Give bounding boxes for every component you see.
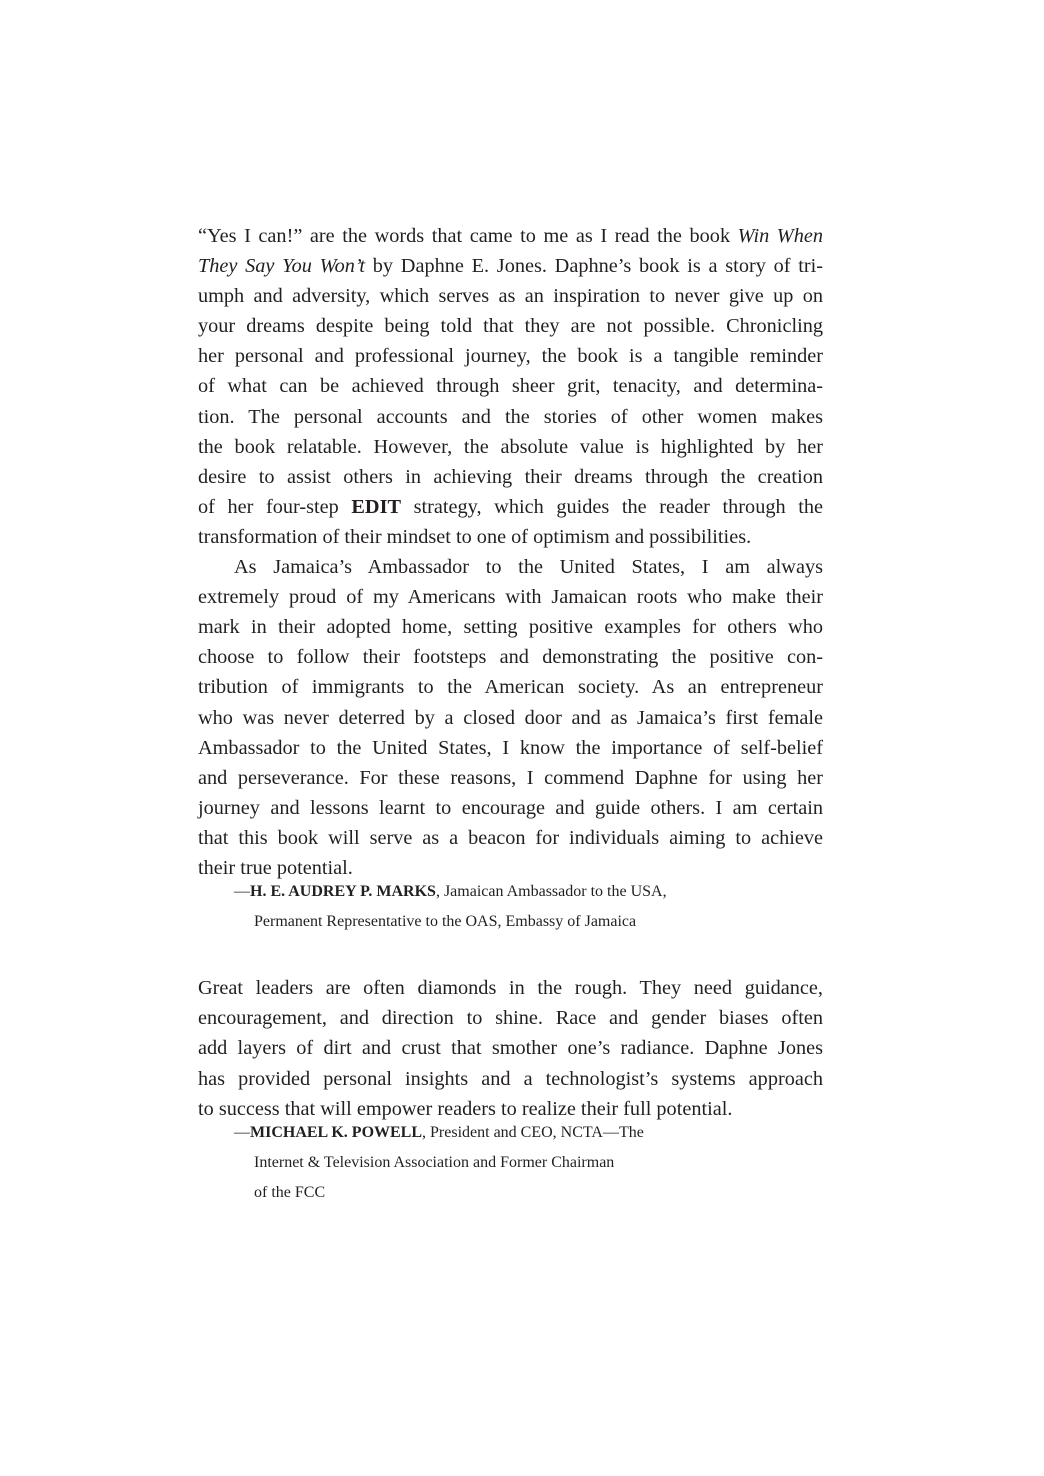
endorsement-paragraph <box>198 552 823 883</box>
endorsement-attribution <box>234 1124 823 1214</box>
text-run: tion. The personal accounts and the stories of other women makes <box>198 405 823 428</box>
endorsement-paragraph <box>198 973 823 1123</box>
endorsements-page <box>198 221 823 1214</box>
text-line <box>198 221 823 251</box>
text-run: “Yes I can!” are the words that came to me as I read the book <box>198 225 738 247</box>
text-run: of what can be achieved through sheer grit, tenacity, and determina- <box>198 375 823 398</box>
text-line <box>198 251 823 281</box>
text-run: Great leaders are often diamonds in the rough. They need guidance, <box>198 977 823 1000</box>
text-run: by Daphne E. Jones. Daphne’s book is a story of tri- <box>365 255 823 278</box>
text-run: Ambassador to the United States, I know the importance of self-belief <box>198 736 823 759</box>
endorsement-attribution <box>234 883 823 943</box>
attribution-line: of the FCC <box>254 1183 326 1201</box>
attribution-dash: — <box>234 883 250 901</box>
text-line <box>198 582 823 612</box>
text-run: extremely proud of my Americans with Jamaican roots who make their <box>198 586 823 609</box>
text-run: choose to follow their footsteps and demonstrating the positive con- <box>198 646 823 669</box>
text-line <box>198 462 823 492</box>
text-run: has provided personal insights and a technologist’s systems approach <box>198 1067 823 1090</box>
text-line <box>198 371 823 401</box>
text-line <box>198 432 823 462</box>
text-run: strategy, which guides the reader through the <box>401 495 823 518</box>
attribution-line: Internet & Television Association and Former Chairman <box>254 1153 615 1171</box>
text-line <box>198 823 823 853</box>
italic-text: They Say You Won’t <box>198 255 366 278</box>
text-run: their true potential. <box>198 856 353 879</box>
text-run: the book relatable. However, the absolute value is highlighted by her <box>198 435 823 458</box>
text-run: As Jamaica’s Ambassador to the United States, I am always <box>234 556 823 579</box>
text-line <box>198 552 823 582</box>
text-line <box>198 973 823 1003</box>
text-line <box>198 311 823 341</box>
text-line <box>198 341 823 371</box>
attribution-name: MICHAEL K. POWELL <box>250 1123 423 1141</box>
text-line <box>198 853 823 883</box>
attribution-dash: — <box>234 1123 250 1141</box>
text-run: tribution of immigrants to the American society. As an entrepreneur <box>198 676 823 699</box>
text-line <box>198 1003 823 1033</box>
text-line <box>198 642 823 672</box>
attribution-line <box>234 1124 823 1154</box>
text-run: your dreams despite being told that they are not possible. Chronicling <box>198 315 823 338</box>
text-run: journey and lessons learnt to encourage and guide others. I am certain <box>198 796 823 819</box>
text-line <box>198 281 823 311</box>
text-line <box>198 672 823 702</box>
text-run: that this book will serve as a beacon for individuals aiming to achieve <box>198 826 823 849</box>
text-line <box>198 402 823 432</box>
text-run: encouragement, and direction to shine. Race and gender biases often <box>198 1007 823 1030</box>
text-line <box>198 522 823 552</box>
attribution-title: , Jamaican Ambassador to the USA, <box>435 883 667 901</box>
text-line <box>198 763 823 793</box>
attribution-name: H. E. AUDREY P. MARKS <box>250 883 436 901</box>
attribution-title: , President and CEO, NCTA—The <box>422 1123 644 1141</box>
italic-text: Win When <box>737 225 823 247</box>
section-gap <box>198 943 823 973</box>
text-run: add layers of dirt and crust that smother one’s radiance. Daphne Jones <box>198 1037 823 1060</box>
text-line <box>198 703 823 733</box>
text-run: transformation of their mindset to one of optimism and possibilities. <box>198 525 752 548</box>
text-run: her personal and professional journey, the book is a tangible reminder <box>198 345 823 368</box>
endorsement-marks <box>198 221 823 943</box>
text-line <box>198 793 823 823</box>
text-run: mark in their adopted home, setting positive examples for others who <box>198 616 823 639</box>
text-line <box>198 612 823 642</box>
attribution-line: Permanent Representative to the OAS, Embassy of Jamaica <box>254 913 637 931</box>
endorsement-paragraph <box>198 221 823 552</box>
attribution-line <box>234 883 823 913</box>
text-line <box>198 1094 823 1124</box>
endorsement-powell <box>198 973 823 1214</box>
text-run: umph and adversity, which serves as an inspiration to never give up on <box>198 285 823 308</box>
text-run: desire to assist others in achieving their dreams through the creation <box>198 465 823 488</box>
text-line <box>198 733 823 763</box>
text-run: to success that will empower readers to realize their full potential. <box>198 1097 733 1120</box>
text-line <box>198 1064 823 1094</box>
text-run: who was never deterred by a closed door and as Jamaica’s first female <box>198 706 823 729</box>
text-run: of her four-step <box>198 495 352 518</box>
bold-text: EDIT <box>351 495 402 518</box>
text-line <box>198 492 823 522</box>
text-line <box>198 1033 823 1063</box>
text-run: and perseverance. For these reasons, I commend Daphne for using her <box>198 766 823 789</box>
